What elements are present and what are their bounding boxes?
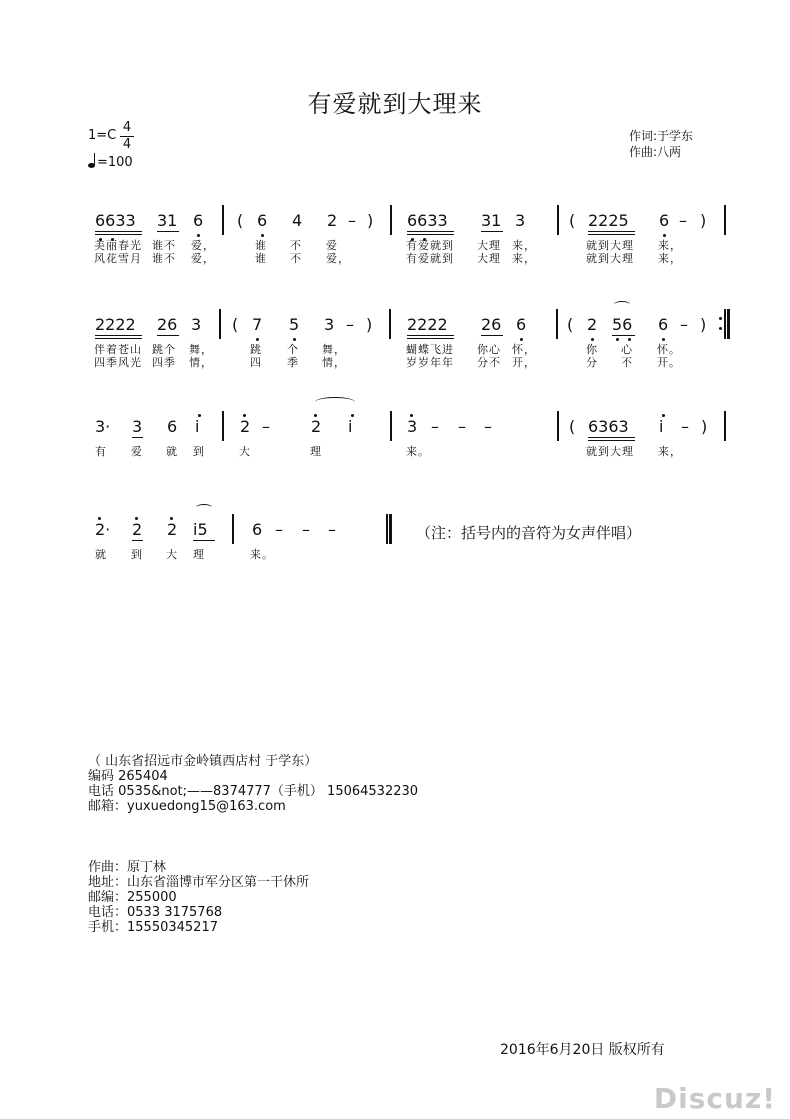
note: (	[232, 315, 239, 334]
note: 2	[167, 520, 178, 539]
lyric: 你心	[477, 343, 501, 356]
lyric: 大理	[477, 252, 501, 265]
lyric: 个	[287, 343, 299, 356]
lyric: 大	[166, 548, 178, 561]
note: )	[366, 315, 373, 334]
lyric: 来。	[406, 445, 430, 458]
quarter-note-icon	[88, 154, 97, 168]
lyric: 爱	[131, 445, 143, 458]
note: –	[302, 520, 310, 539]
note: 3	[515, 211, 526, 230]
watermark-logo: Discuz!	[653, 1082, 776, 1115]
note: 3	[132, 417, 143, 436]
note: –	[680, 315, 688, 334]
note: 6	[193, 211, 204, 230]
lyric: 不	[290, 252, 302, 265]
note: 56	[612, 315, 633, 334]
note: 3	[324, 315, 335, 334]
note: –	[348, 211, 356, 230]
note: 6	[659, 211, 670, 230]
lyric: 四	[250, 356, 262, 369]
note: 6	[257, 211, 268, 230]
note: 6	[658, 315, 669, 334]
key-signature: 1=C	[88, 128, 117, 143]
score-row-3	[0, 411, 790, 461]
lyric: 来。	[250, 548, 274, 561]
lyric: 情，	[322, 356, 346, 369]
contact-phone: 电话 0535&not;——8374777（手机） 15064532230	[88, 784, 419, 799]
note: 31	[481, 211, 502, 230]
time-sig-bottom: 4	[120, 136, 134, 153]
note: (	[569, 211, 576, 230]
tempo-value: =100	[97, 155, 133, 170]
lyric: 四季风光	[94, 356, 142, 369]
contact-email: 邮箱：yuxuedong15@163.com	[88, 799, 286, 814]
note: (	[237, 211, 244, 230]
note: (	[567, 315, 574, 334]
contact-block-1	[88, 754, 418, 814]
note: 2	[587, 315, 598, 334]
note: )	[700, 315, 707, 334]
note: i5	[193, 520, 208, 539]
lyric: 你	[586, 343, 598, 356]
lyric: 就到大理	[586, 252, 634, 265]
contact-postcode: 编码 265404	[88, 769, 168, 784]
lyric: 分	[586, 356, 598, 369]
lyric: 怀，	[512, 343, 536, 356]
note: )	[367, 211, 374, 230]
lyric: 来，	[658, 252, 682, 265]
note: 3	[191, 315, 202, 334]
note: (	[569, 417, 576, 436]
lyric: 风花雪月	[94, 252, 142, 265]
lyric: 不	[621, 356, 633, 369]
note: 6633	[95, 211, 136, 230]
lyric: 有爱就到	[406, 252, 454, 265]
composer-mobile: 手机：15550345217	[88, 920, 218, 935]
lyric: 到	[131, 548, 143, 561]
note: 2222	[407, 315, 448, 334]
composer-credit: 作曲:八两	[629, 145, 682, 159]
time-signature	[120, 120, 134, 153]
note: 2	[240, 417, 251, 436]
lyric: 跳个	[152, 343, 176, 356]
lyric: 开。	[657, 356, 681, 369]
note: 2222	[95, 315, 136, 334]
lyric: 开，	[512, 356, 536, 369]
tempo-marking	[88, 154, 133, 170]
note: 2225	[588, 211, 629, 230]
note: –	[262, 417, 270, 436]
note: 6	[167, 417, 178, 436]
lyric: 谁	[255, 252, 267, 265]
lyric: 怀。	[657, 343, 681, 356]
lyric: 岁岁年年	[406, 356, 454, 369]
lyric: 来，	[658, 239, 682, 252]
lyric: 就	[95, 548, 107, 561]
lyric: 舞，	[189, 343, 213, 356]
note: 5	[289, 315, 300, 334]
lyric: 分不	[477, 356, 501, 369]
note: –	[679, 211, 687, 230]
time-sig-top: 4	[122, 120, 132, 135]
lyric: 就到大理	[586, 445, 634, 458]
lyric: 就到大理	[586, 239, 634, 252]
note: –	[431, 417, 439, 436]
note: )	[701, 417, 708, 436]
lyric: 爱，	[191, 252, 215, 265]
lyric: 季	[287, 356, 299, 369]
lyric: 来，	[512, 239, 536, 252]
note: –	[681, 417, 689, 436]
lyric: 理	[193, 548, 205, 561]
lyric: 大理	[477, 239, 501, 252]
lyric: 舞，	[322, 343, 346, 356]
lyric: 四季	[152, 356, 176, 369]
note: 6	[252, 520, 263, 539]
note: 26	[481, 315, 502, 334]
note: i	[659, 417, 664, 436]
note: 2	[327, 211, 338, 230]
credits	[629, 128, 693, 160]
composer-address: 地址：山东省淄博市军分区第一干休所	[88, 875, 310, 890]
note: 2·	[95, 520, 111, 539]
lyric: 谁不	[152, 252, 176, 265]
lyric: 大	[239, 445, 251, 458]
lyric: 伴着苍山	[94, 343, 142, 356]
lyric: 就	[166, 445, 178, 458]
lyric: 谁不	[152, 239, 176, 252]
note: 3·	[95, 417, 111, 436]
note: 31	[157, 211, 178, 230]
composer-phone: 电话：0533 3175768	[88, 905, 223, 920]
score-row-1	[0, 205, 790, 265]
note: 3	[407, 417, 418, 436]
lyric: 心	[621, 343, 633, 356]
footnote: （注：括号内的音符为女声伴唱）	[416, 524, 642, 542]
lyric: 美丽春光	[94, 239, 142, 252]
note: 6	[516, 315, 527, 334]
note: –	[484, 417, 492, 436]
lyric: 不	[290, 239, 302, 252]
contact-block-2	[88, 860, 309, 935]
composer-postcode: 邮编：255000	[88, 890, 177, 905]
note: 2	[311, 417, 322, 436]
note: 26	[157, 315, 178, 334]
note: 7	[252, 315, 263, 334]
note: 4	[292, 211, 303, 230]
lyric: 蝴蝶飞进	[406, 343, 454, 356]
lyric: 爱，	[326, 252, 350, 265]
note: i	[348, 417, 353, 436]
note: 6633	[407, 211, 448, 230]
lyric: 到	[193, 445, 205, 458]
note: i	[195, 417, 200, 436]
lyric: 情，	[189, 356, 213, 369]
note: –	[328, 520, 336, 539]
note: –	[275, 520, 283, 539]
composer-name: 作曲：原丁林	[88, 860, 167, 875]
score-row-2	[0, 309, 790, 369]
score-row-4	[0, 514, 790, 564]
lyric: 来，	[512, 252, 536, 265]
lyric: 有爱就到	[406, 239, 454, 252]
note: 2	[132, 520, 143, 539]
lyric: 谁	[255, 239, 267, 252]
lyric: 来，	[658, 445, 682, 458]
lyric: 理	[310, 445, 322, 458]
lyric: 爱	[326, 239, 338, 252]
contact-address: （ 山东省招远市金岭镇西店村 于学东）	[88, 754, 318, 769]
note: –	[458, 417, 466, 436]
note: 6363	[588, 417, 629, 436]
note: –	[346, 315, 354, 334]
lyric: 跳	[250, 343, 262, 356]
lyric: 有	[95, 445, 107, 458]
page-title: 有爱就到大理来	[307, 90, 483, 118]
note: )	[700, 211, 707, 230]
lyric: 爱，	[191, 239, 215, 252]
lyricist-credit: 作词:于学东	[629, 129, 694, 143]
copyright-date: 2016年6月20日 版权所有	[500, 1042, 665, 1058]
